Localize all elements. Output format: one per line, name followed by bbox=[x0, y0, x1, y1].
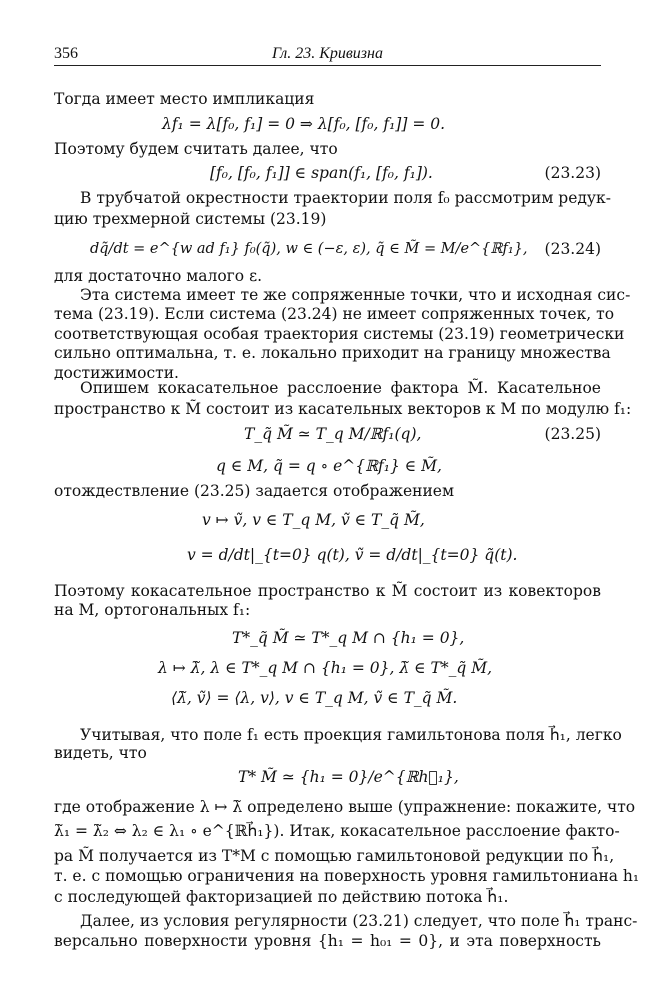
formula-tangent-space: T_q̃ M̃ ≃ T_q M/ℝf₁(q), bbox=[244, 425, 422, 443]
formula-pairing: ⟨λ̃, ṽ⟩ = ⟨λ, v⟩, v ∈ T_q M, ṽ ∈ T_q̃ M̃. bbox=[171, 689, 458, 707]
page-number: 356 bbox=[54, 45, 78, 62]
text-line: Далее, из условия регулярности (23.21) следует, что поле h⃗₁ транс- bbox=[80, 912, 638, 930]
formula-derivative: v = d/dt|_{t=0} q(t), ṽ = d/dt|_{t=0} q̃(t). bbox=[187, 546, 518, 564]
text-line: цию трехмерной системы (23.19) bbox=[54, 210, 327, 228]
text-line: ра M̃ получается из T*M с помощью гамильтоновой редукции по h⃗₁, bbox=[54, 847, 615, 865]
text-line: сильно оптимальна, т. е. локально приходит на границу множества bbox=[54, 344, 611, 362]
text-line: Эта система имеет те же сопряженные точки, что и исходная сис- bbox=[80, 286, 631, 304]
text-line: соответствующая особая траектория системы (23.19) геометрически bbox=[54, 325, 625, 343]
text-line: В трубчатой окрестности траектории поля f₀ рассмотрим редук- bbox=[80, 189, 611, 207]
text-line: т. е. с помощью ограничения на поверхность уровня гамильтониана h₁ bbox=[54, 867, 640, 885]
text-line: с последующей факторизацией по действию потока h⃗₁. bbox=[54, 888, 509, 906]
running-title: Гл. 23. Кривизна bbox=[272, 45, 383, 62]
formula-covector-map: λ ↦ λ̃, λ ∈ T*_q M ∩ {h₁ = 0}, λ̃ ∈ T*_q̃ M̃, bbox=[158, 659, 493, 677]
formula-vector-map: v ↦ ṽ, v ∈ T_q M, ṽ ∈ T_q̃ M̃, bbox=[202, 511, 425, 529]
text-line: видеть, что bbox=[54, 744, 147, 762]
equation-number: (23.23) bbox=[544, 164, 601, 182]
text-line: где отображение λ ↦ λ̃ определено выше (упражнение: покажите, что bbox=[54, 798, 636, 816]
text-line: для достаточно малого ε. bbox=[54, 267, 263, 285]
text-line: Опишем кокасательное расслоение фактора M̃. Касательное bbox=[80, 379, 601, 397]
text-line: пространство к M̃ состоит из касательных векторов к M по модулю f₁: bbox=[54, 400, 632, 418]
text-line: тема (23.19). Если система (23.24) не имеет сопряженных точек, то bbox=[54, 305, 615, 323]
text-line: достижимости. bbox=[54, 364, 179, 382]
text-line: Поэтому кокасательное пространство к M̃ состоит из ковекторов bbox=[54, 582, 601, 600]
formula-reduced-system: dq̃/dt = e^{w ad f₁} f₀(q̃), w ∈ (−ε, ε), q̃ ∈ M̃ = M/e^{ℝf₁}, bbox=[90, 241, 528, 257]
formula-cotangent-quotient: T* M̃ ≃ {h₁ = 0}/e^{ℝh⃗₁}, bbox=[238, 768, 459, 786]
formula-span: [f₀, [f₀, f₁]] ∈ span(f₁, [f₀, f₁]). bbox=[210, 164, 433, 182]
text-line: отождествление (23.25) задается отображением bbox=[54, 482, 455, 500]
text-line: на M, ортогональных f₁: bbox=[54, 601, 251, 619]
equation-number: (23.25) bbox=[544, 425, 601, 443]
text-line: Тогда имеет место импликация bbox=[54, 90, 315, 108]
text-line: Поэтому будем считать далее, что bbox=[54, 140, 338, 158]
formula-quotient-point: q ∈ M, q̃ = q ∘ e^{ℝf₁} ∈ M̃, bbox=[216, 457, 442, 475]
text-line: версально поверхности уровня {h₁ = h₀₁ = 0}, и эта поверхность bbox=[54, 932, 601, 950]
page-header bbox=[54, 43, 601, 66]
formula-cotangent-space: T*_q̃ M̃ ≃ T*_q M ∩ {h₁ = 0}, bbox=[232, 629, 465, 647]
equation-number: (23.24) bbox=[544, 240, 601, 258]
formula-implication: λf₁ = λ[f₀, f₁] = 0 ⇒ λ[f₀, [f₀, f₁]] = 0. bbox=[162, 115, 446, 133]
text-line: λ̃₁ = λ̃₂ ⇔ λ₂ ∈ λ₁ ∘ e^{ℝh⃗₁}). Итак, кокасательное расслоение факто- bbox=[54, 822, 620, 840]
text-line: Учитывая, что поле f₁ есть проекция гамильтонова поля h⃗₁, легко bbox=[80, 726, 622, 744]
